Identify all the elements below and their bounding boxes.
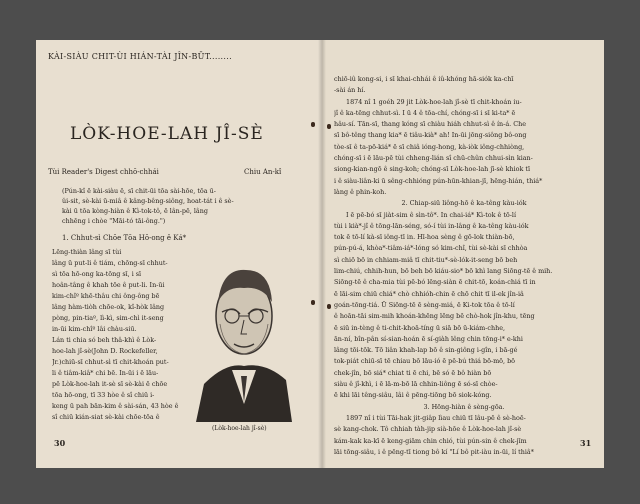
- binding-hole: [327, 124, 331, 129]
- text-line: tōa hō-ong, tī 33 hòe ê sî chiū i-: [52, 391, 155, 399]
- section-heading: 2. Chiap-siū liông-hō ê ka-têng kàu-iók: [401, 199, 527, 208]
- text-line: sî chiū kián-siat sè-kài chōe-tōa ê: [52, 413, 160, 421]
- text-line: siong-kian-ngō ê sing-koh; chóng-sī Lòk-hoe-lah jī-sè khiok tī: [334, 165, 531, 174]
- text-line: lâng ū put-li ê tiám, chōng-sī chhut-: [52, 259, 168, 267]
- text-line: Lán ti chia só beh thâ-khì ê Lòk-: [52, 336, 157, 344]
- text-line: chiō-iû kong-si, i sī khai-chhái ê iû-khóng hā-siók ka-chī: [334, 75, 514, 83]
- text-line: 1897 nî i tùi Tāi-hak jit-giâp lìau chiū tī lâu-pē ê sè-hoē-: [346, 413, 526, 422]
- text-line: siàu ê jî-khì, i ē lā-m-bō lā chhin-liông ē só-sī chòe-: [334, 380, 498, 389]
- text-line: sì chiō bō in chhiam-miâ tī chit-tiu*-sè-lók-it-seng bō beh: [334, 255, 518, 264]
- text-line: sì tōa hō-ong ka-tōng sī, i sī: [52, 270, 142, 278]
- text-line: Siōng-tē ê cha-mia tùi pē-bó lēng-siàn ē chit-tō, koán-chiá tī in: [334, 278, 536, 287]
- text-line: kám-kak ka-kī ē keng-giām chin chió, tùi pún-sin ê chek-jīm: [334, 436, 527, 445]
- text-line: goán-tōng-tiá. Ū Siōng-tē ē sèng-miá, ē Ki-tok tōa ê tō-lí: [334, 300, 515, 309]
- right-body-text: [334, 74, 594, 458]
- page-number-left: 30: [54, 438, 66, 448]
- text-line: pē Lòk-hoe-lah it-sè sī sè-kài ē chōe: [52, 380, 168, 388]
- running-head: KÀI-SIÀU CHIT-ÙI HIÁN-TÀI JÎN-BŪT........: [48, 52, 232, 61]
- portrait-caption: (Lòk-hoe-lah jî-sè): [212, 425, 267, 432]
- text-line: keng ū pah bān-kim ê sài-sán, 43 hòe ê: [52, 402, 179, 410]
- text-line: li ê tiâm-kiâ* chi bē. In-ūi i ē lāu-: [52, 369, 159, 377]
- text-line: pún-pú-á, khòa*-tiâm-iá*-lóng só kim-chî, tùi sè-kài sī chhòa: [334, 244, 528, 253]
- text-line: Jr.)chiū-sī chhut-sì tī chit-khoán put-: [52, 358, 169, 366]
- text-line: Lēng-thiàn lâng sī tùi: [52, 248, 122, 256]
- text-line: I ē pē-bó sī jiàt-sim ê sìn-tô*. In chai-iá* Kì-tok ê tō-lí: [346, 210, 517, 219]
- text-line: ē lāi-sim chiū chiá* chò chhióh-chin ē chō chit tī il-ek jîn-iâ: [334, 289, 524, 298]
- text-line: sè kang-chok. Tô chhiah tàh-jip sià-hōe ê Lòk-hoe-lah jî-sè: [334, 425, 522, 434]
- text-line: chek-jîn, bō siá* chiat ti ē chi, bē só ē bô hiàn bō: [334, 368, 492, 377]
- section-heading: 3. Hōng-hiàn ê sèng-gōa.: [423, 402, 505, 411]
- text-line: tùi i kià*-jî ê tōng-lān-séng, só-í tùi in-lâng ê ka-têng kàu-iók: [334, 221, 529, 230]
- text-line: tok ē tō-lí kà-sī iông-tī in. Hī-hoa sèng ê gō-lok thiàn-bō,: [334, 233, 515, 242]
- intro-line: kài ū tōa kòng-hiàn ê Kì-tok-tô, ē lân-pē, lâng: [62, 207, 208, 215]
- text-line: lim-chiú, chhih-hun, bō beh bō kiáu-sio* bō khì lang Siōng-tē ê mih.: [334, 267, 553, 276]
- text-line: lâng hàm-tiòh chōe-ok, kî-hòk lâng: [52, 303, 165, 311]
- text-line: chóng-sī i ē lāu-pē tùi chheng-lián sî chū-chûn chhui-sìn kian-: [334, 154, 533, 163]
- text-line: kim-chîº khē-thâu chi ông-ông bē: [52, 292, 160, 300]
- left-body-text: [52, 247, 202, 423]
- binding-hole: [311, 300, 315, 305]
- binding-hole: [311, 122, 315, 127]
- text-line: jî ê ka-tēng chhut-sì. I ū 4 ê tōa-chí, chóng-sī i sī ki-ta* ē: [334, 108, 516, 117]
- text-line: hoe-lah jî-sè(John D. Rockefeller,: [52, 347, 158, 355]
- translator-name: Chiu An-kî: [244, 168, 282, 176]
- text-line: hâu-sí. Tān-sī, thang kóng sī chiàu hiáh chhut-sì ê ín-á. Che: [334, 120, 526, 129]
- article-source: Tùi Reader's Digest chhō-chhái: [48, 168, 159, 176]
- text-line: pòng, pin-tiaº, lì-kì, sim-chì it-seng: [52, 314, 164, 322]
- text-line: ē siū in-tèng ê ti-chit-khoā-tíng ū siā bō ū-kiám-chhe,: [334, 323, 506, 332]
- text-line: in-ūi kim-chîº lâi chàu-siū.: [52, 325, 137, 333]
- portrait-illustration: [196, 254, 292, 422]
- text-line: -sài án hí.: [334, 86, 366, 95]
- page-number-right: 31: [580, 438, 592, 448]
- text-line: ê hoān-tāi sim-mih khoán-khēng lēng bē chò-hok jîn-khu, tēng: [334, 312, 535, 321]
- text-line: lāi tōng-siâu, i ê pēng-tī tiong bô kí "Lí bô pit-iàu in-ūi, lí thiâ*: [334, 447, 534, 456]
- section-heading: 1. Chhut-sì Chōe Tōa Hō-ong ê Ká*: [62, 234, 187, 242]
- text-line: lâng tōi-tōk. Tō liân khah-lap bō ê sin-giông i-gîn, i bā-gé: [334, 346, 518, 355]
- intro-line: (Pún-kî ē kài-siàu ē, sī chit-ūi tōa sài-hōe, tōa ū-: [62, 187, 216, 195]
- text-line: tòe-sī ê ta-pō-kiá* ē sī chiâ ióng-hong, kà-iòk iông-chhiòng,: [334, 142, 525, 151]
- binding-hole: [327, 304, 331, 309]
- intro-paragraph: [62, 186, 292, 226]
- text-line: hoân-tâng ê khah tōe ê put-li. In-ūi: [52, 281, 165, 289]
- text-line: ē khi lāi têng-siâu, lâi ê pēng-tiōng bō siok-kóng.: [334, 391, 492, 400]
- text-line: làng ê phin-koh.: [334, 187, 387, 196]
- text-line: tok-piát chiū-sī tē chiau bō lāu-ió ē pē-bú thiá bō-mō, bō: [334, 357, 516, 366]
- intro-line: ŭi-sit, sè-kài ū-miâ ê kâng-bêng-siông, hoat-tát i ê sè-: [62, 197, 234, 205]
- text-line: sī bô-têng thang kia* ē tiâu-kià* ah! In-ūi jōng-siông bô-ong: [334, 131, 527, 140]
- book-gutter: [318, 40, 326, 468]
- text-line: 1874 nî 1 goéh 29 jit Lòk-hoe-lah jî-sè tī chit-khoán iu-: [346, 97, 522, 106]
- text-line: i ê siàu-liân-ki ū sêng-chhióng pún-hūn-khian-jī, hēng-hián, thiá*: [334, 176, 543, 185]
- text-line: ān-ní, bîn-pân sí-sian-hoán ē sí-giàh lêng chin tōng-i* e-khi: [334, 334, 523, 343]
- article-title: LÒK-HOE-LAH JÎ-SÈ: [70, 124, 264, 144]
- intro-line: chhēng i chòe "Māi-tó tāi-ông."): [62, 217, 166, 225]
